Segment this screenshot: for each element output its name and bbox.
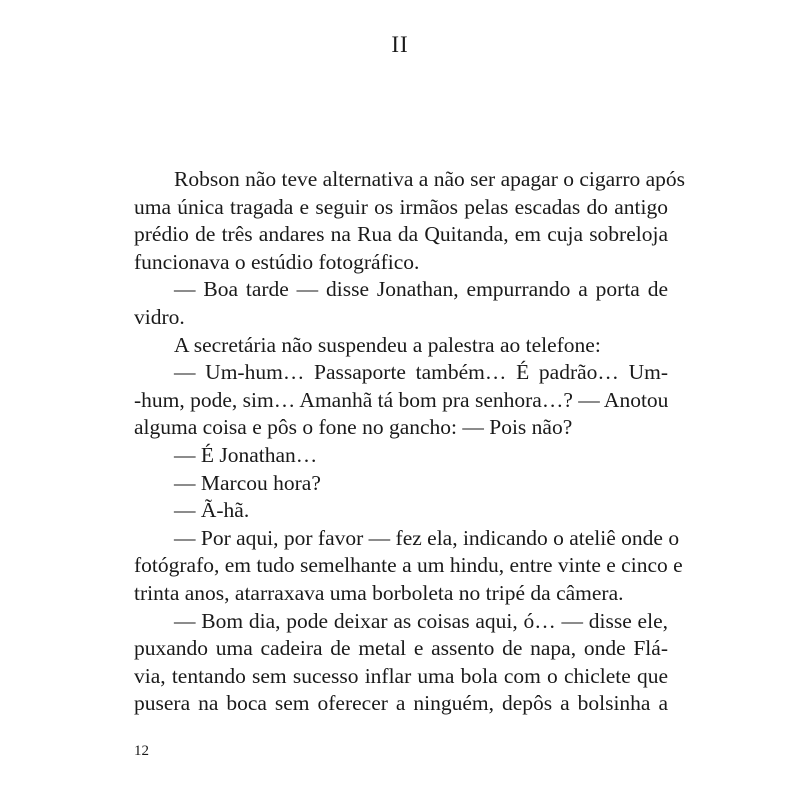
text-line: puxando uma cadeira de metal e assento de napa, onde Flá- bbox=[134, 636, 668, 661]
text-line: vidro. bbox=[134, 304, 185, 329]
text-line: funcionava o estúdio fotográfico. bbox=[134, 249, 420, 274]
text-line: -hum, pode, sim… Amanhã tá bom pra senhora…? — Anotou bbox=[134, 387, 669, 412]
text-line: A secretária não suspendeu a palestra ao telefone: bbox=[174, 332, 601, 357]
text-line: — Um-hum… Passaporte também… É padrão… Um- bbox=[174, 360, 668, 385]
text-line: — Marcou hora? bbox=[174, 470, 321, 495]
text-line: trinta anos, atarraxava uma borboleta no tripé da câmera. bbox=[134, 580, 624, 605]
text-line: — É Jonathan… bbox=[174, 442, 318, 467]
text-line: — Bom dia, pode deixar as coisas aqui, ó… — disse ele, bbox=[174, 608, 668, 633]
text-line: — Por aqui, por favor — fez ela, indicando o ateliê onde o bbox=[174, 525, 680, 550]
text-line: prédio de três andares na Rua da Quitanda, em cuja sobreloja bbox=[134, 222, 668, 247]
text-line: — Ã-hã. bbox=[174, 498, 250, 523]
text-line: pusera na boca sem oferecer a ninguém, depôs a bolsinha a bbox=[134, 691, 668, 716]
text-line: alguma coisa e pôs o fone no gancho: — Pois não? bbox=[134, 415, 573, 440]
text-line: uma única tragada e seguir os irmãos pelas escadas do antigo bbox=[134, 194, 668, 219]
text-line: — Boa tarde — disse Jonathan, empurrando a porta de bbox=[174, 277, 668, 302]
body-text bbox=[134, 166, 686, 718]
text-line: via, tentando sem sucesso inflar uma bola com o chiclete que bbox=[134, 663, 668, 688]
chapter-heading: II bbox=[391, 32, 409, 57]
page-number: 12 bbox=[134, 743, 149, 759]
text-line: fotógrafo, em tudo semelhante a um hindu, entre vinte e cinco e bbox=[134, 553, 683, 578]
text-line: Robson não teve alternativa a não ser apagar o cigarro após bbox=[174, 167, 686, 191]
